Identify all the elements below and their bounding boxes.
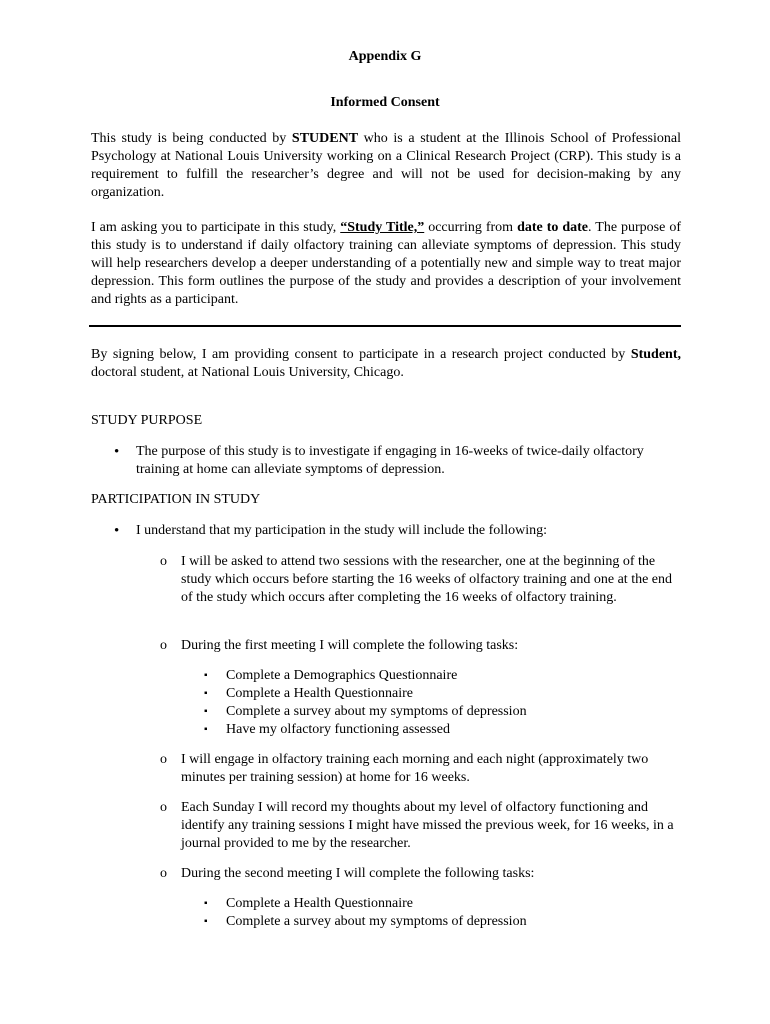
- participation-bullet: I understand that my participation in the study will include the following:: [136, 523, 547, 538]
- study-purpose-bullet: The purpose of this study is to investigate if engaging in 16-weeks of twice-daily olfactory training at home can alleviate symptoms of depression.: [136, 444, 644, 477]
- consent-statement: [91, 346, 681, 382]
- participation-sessions-item: I will be asked to attend two sessions with the researcher, one at the beginning of the study which occurs before starting the 16 weeks of olfactory training and one at the end of the study which occurs after completing the 16 weeks of olfactory training.: [181, 554, 673, 605]
- study-purpose-heading: STUDY PURPOSE: [91, 413, 203, 428]
- intro-paragraph-2: [91, 219, 681, 309]
- square-bullet-marker: ▪: [204, 688, 208, 699]
- student-name: STUDENT: [291, 131, 359, 146]
- intro-p1-text-rest: who is a student at the Illinois School of Professional Psychology at National Louis University working on a Clinical Research Project (CRP). This study is a requirement to fulfill the researcher’s degree and will not be used for decision-making by any organization.: [91, 131, 681, 200]
- task-item: Complete a survey about my symptoms of depression: [226, 914, 527, 929]
- section-divider: [89, 325, 681, 327]
- task-item: Complete a Health Questionnaire: [226, 686, 413, 701]
- second-meeting-item: During the second meeting I will complete the following tasks:: [181, 866, 535, 881]
- task-item: Have my olfactory functioning assessed: [226, 722, 450, 737]
- olfactory-training-item: I will engage in olfactory training each morning and each night (approximately two minutes per training session) at home for 16 weeks.: [181, 752, 649, 785]
- study-title: “Study Title,”: [340, 220, 425, 235]
- appendix-label: Appendix G: [348, 49, 422, 64]
- square-bullet-marker: ▪: [204, 706, 208, 717]
- square-bullet-marker: ▪: [204, 898, 208, 909]
- journal-item: Each Sunday I will record my thoughts about my level of olfactory functioning and identify any training sessions I might have missed the previous week, for 16 weeks, in a journal provided to me by the researcher.: [181, 800, 674, 851]
- intro-p2-text-mid: occurring from: [424, 220, 518, 235]
- task-item: Complete a survey about my symptoms of depression: [226, 704, 527, 719]
- intro-p1-text: This study is being conducted by: [91, 131, 292, 146]
- bullet-marker: •: [114, 523, 120, 539]
- sub-bullet-marker: o: [160, 554, 167, 569]
- intro-paragraph-1: [91, 130, 681, 202]
- page-title: Informed Consent: [330, 95, 440, 110]
- first-meeting-item: During the first meeting I will complete the following tasks:: [181, 638, 519, 653]
- consent-text: By signing below, I am providing consent to participate in a research project conducted by: [91, 347, 631, 362]
- task-item: Complete a Demographics Questionnaire: [226, 668, 458, 683]
- participation-heading: PARTICIPATION IN STUDY: [91, 492, 261, 507]
- consent-text-rest: doctoral student, at National Louis University, Chicago.: [91, 365, 404, 380]
- square-bullet-marker: ▪: [204, 670, 208, 681]
- intro-p2-text: I am asking you to participate in this study,: [91, 220, 341, 235]
- square-bullet-marker: ▪: [204, 916, 208, 927]
- sub-bullet-marker: o: [160, 638, 167, 653]
- bullet-marker: •: [114, 444, 120, 460]
- task-item: Complete a Health Questionnaire: [226, 896, 413, 911]
- consent-student-name: Student,: [630, 347, 681, 362]
- sub-bullet-marker: o: [160, 866, 167, 881]
- sub-bullet-marker: o: [160, 752, 167, 767]
- study-dates: date to date: [517, 220, 589, 235]
- intro-p2-text-rest: . The purpose of this study is to understand if daily olfactory training can alleviate symptoms of depression. This study will help researchers develop a deeper understanding of a potentially new and simple way to treat major depression. This form outlines the purpose of the study and provides a description of your involvement and rights as a participant.: [91, 220, 681, 307]
- sub-bullet-marker: o: [160, 800, 167, 815]
- square-bullet-marker: ▪: [204, 724, 208, 735]
